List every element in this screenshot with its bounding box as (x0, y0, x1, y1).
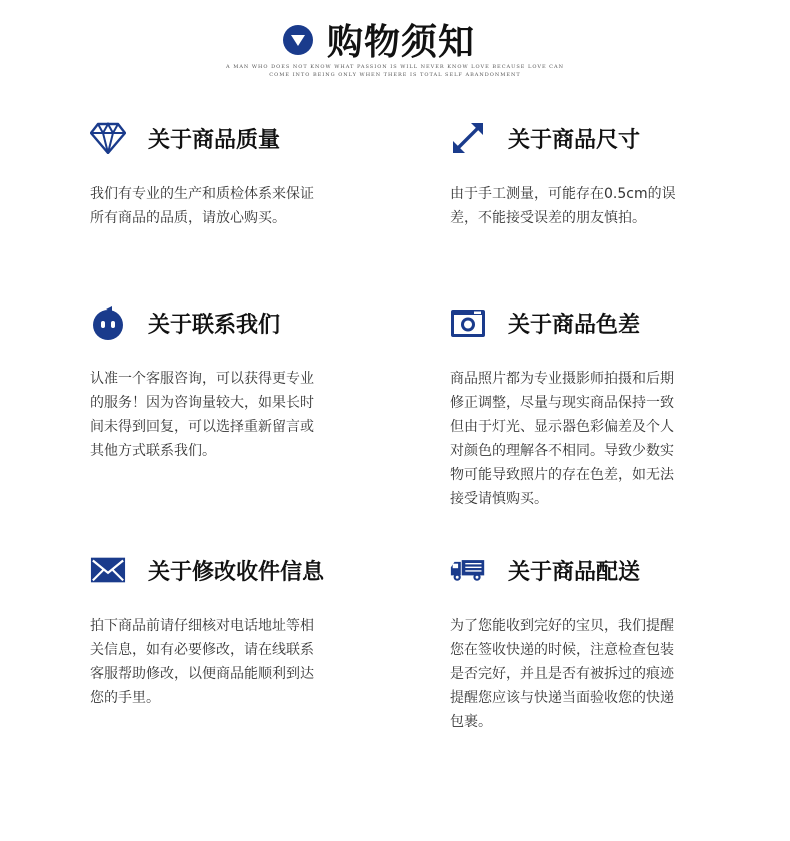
card-body (90, 614, 360, 710)
card-line: 认准一个客服咨询，可以获得更专业 (90, 371, 314, 387)
card-line: 关信息，如有必要修改，请在线联系 (90, 642, 314, 658)
card-line: 但由于灯光、显示器色彩偏差及个人 (450, 419, 674, 435)
card-line: 您的手里。 (90, 690, 160, 706)
header-title-row (283, 14, 475, 65)
camera-icon (450, 305, 486, 341)
card-line: 您在签收快递的时候，注意检查包装 (450, 642, 674, 658)
card-line: 由于手工测量，可能存在0.5cm的误 (450, 186, 676, 202)
envelope-icon (90, 552, 126, 588)
card-body (450, 614, 720, 734)
diamond-icon (90, 120, 126, 156)
card-line: 我们有专业的生产和质检体系来保证 (90, 186, 314, 202)
card-title: 关于商品质量 (148, 128, 281, 153)
card-line: 拍下商品前请仔细核对电话地址等相 (90, 618, 314, 634)
card-line: 差，不能接受误差的朋友慎拍。 (450, 210, 646, 226)
card-title: 关于商品色差 (508, 313, 641, 338)
card-line: 修正调整，尽量与现实商品保持一致 (450, 395, 674, 411)
card-body (450, 367, 720, 511)
card-line: 为了您能收到完好的宝贝，我们提醒 (450, 618, 674, 634)
down-triangle-badge-icon (283, 25, 313, 55)
page-title: 购物须知 (327, 22, 476, 63)
card-line: 物可能导致照片的存在色差，如无法 (450, 467, 674, 483)
card-line: 接受请慎购买。 (450, 491, 548, 507)
card-title: 关于商品配送 (508, 560, 641, 585)
card-line: 是否完好，并且是否有被拆过的痕迹 (450, 666, 674, 682)
card-line: 对颜色的理解各不相同。导致少数实 (450, 443, 674, 459)
card-line: 包裹。 (450, 714, 492, 730)
header-subtitle-line-1: A MAN WHO DOES NOT KNOW WHAT PASSION IS WILL NEVER KNOW LOVE BECAUSE LOVE CAN (226, 64, 564, 70)
resize-arrows-icon (450, 120, 486, 156)
card-line: 所有商品的品质，请放心购买。 (90, 210, 286, 226)
card-line: 间未得到回复，可以选择重新留言或 (90, 419, 314, 435)
card-line: 的服务！因为咨询量较大，如果长时 (90, 395, 314, 411)
delivery-truck-icon (450, 552, 486, 588)
card-title: 关于联系我们 (148, 313, 281, 338)
card-line: 提醒您应该与快递当面验收您的快递 (450, 690, 674, 706)
page-header (0, 8, 790, 78)
card-body (90, 367, 360, 463)
chat-bubble-icon (90, 305, 126, 341)
card-title: 关于修改收件信息 (148, 560, 325, 585)
card-line: 商品照片都为专业摄影师拍摄和后期 (450, 371, 674, 387)
header-subtitle-line-2: COME INTO BEING ONLY WHEN THERE IS TOTAL SELF ABANDONMENT (269, 72, 521, 78)
card-body (90, 182, 360, 230)
card-line: 客服帮助修改，以便商品能顺利到达 (90, 666, 314, 682)
card-title: 关于商品尺寸 (508, 128, 641, 153)
card-line: 其他方式联系我们。 (90, 443, 216, 459)
card-body (450, 182, 720, 230)
